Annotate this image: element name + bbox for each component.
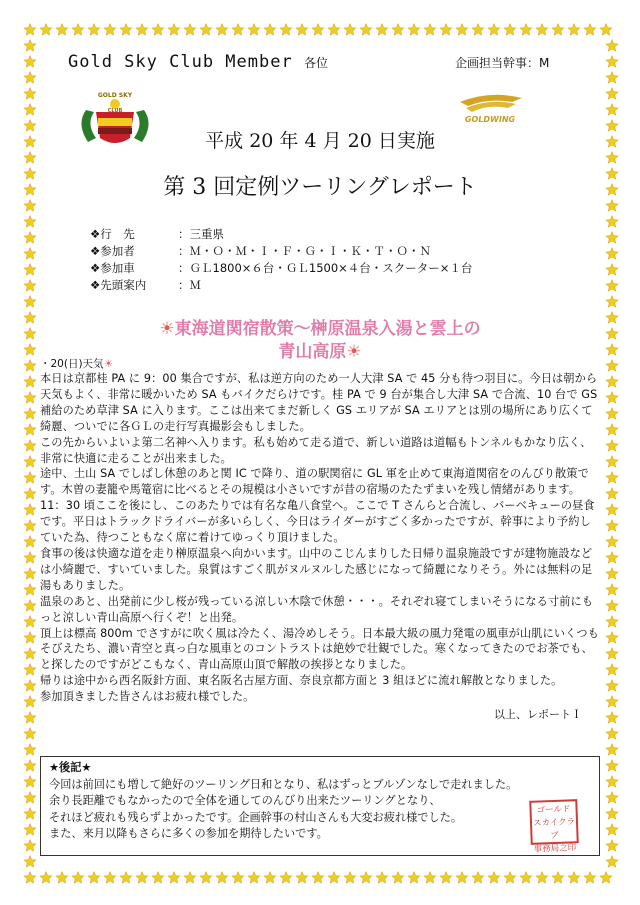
border-star <box>264 24 276 36</box>
border-star <box>606 40 618 52</box>
border-star <box>328 24 340 36</box>
border-star <box>24 376 36 388</box>
sun-icon: ☀ <box>346 342 362 362</box>
border-star <box>24 648 36 660</box>
info-row: ❖参加者 ：Ｍ・Ｏ・Ｍ・Ｉ・Ｆ・Ｇ・Ｉ・Ｋ・Ｔ・Ｏ・Ｎ <box>90 244 431 258</box>
border-star <box>24 536 36 548</box>
border-star <box>424 24 436 36</box>
border-star <box>606 56 618 68</box>
border-star <box>606 552 618 564</box>
border-star <box>606 824 618 836</box>
day-weather: ・20(日)天気☀ <box>40 358 113 370</box>
border-star <box>568 872 580 884</box>
border-star <box>24 776 36 788</box>
border-star <box>568 24 580 36</box>
border-star <box>606 792 618 804</box>
postscript-title: ★後記★ <box>49 761 92 774</box>
border-star <box>606 568 618 580</box>
border-star <box>136 24 148 36</box>
border-star <box>24 568 36 580</box>
goldwing-logo <box>452 88 528 128</box>
border-star <box>104 24 116 36</box>
border-star <box>24 456 36 468</box>
border-star <box>24 488 36 500</box>
report-paragraph: 参加頂きました皆さんはお疲れ様でした。 <box>40 690 255 704</box>
border-star <box>264 872 276 884</box>
border-star <box>606 504 618 516</box>
border-star <box>606 760 618 772</box>
border-star <box>392 24 404 36</box>
svg-text:GOLDWING: GOLDWING <box>464 115 516 124</box>
border-star <box>24 744 36 756</box>
border-star <box>24 216 36 228</box>
border-star <box>24 792 36 804</box>
border-star <box>606 152 618 164</box>
border-star <box>552 872 564 884</box>
border-star <box>24 392 36 404</box>
border-star <box>536 24 548 36</box>
border-star <box>520 24 532 36</box>
border-star <box>24 680 36 692</box>
border-star <box>606 744 618 756</box>
border-star <box>24 104 36 116</box>
border-star <box>248 872 260 884</box>
border-star <box>606 264 618 276</box>
border-star <box>120 872 132 884</box>
border-star <box>24 88 36 100</box>
organizer-label: 企画担当幹事：M <box>455 56 550 70</box>
event-info <box>90 226 472 294</box>
border-star <box>376 24 388 36</box>
border-star <box>536 872 548 884</box>
border-star <box>88 872 100 884</box>
border-star <box>296 872 308 884</box>
border-star <box>606 280 618 292</box>
border-star <box>88 24 100 36</box>
border-star <box>168 24 180 36</box>
border-star <box>152 24 164 36</box>
border-star <box>600 24 612 36</box>
border-star <box>606 776 618 788</box>
info-row: ❖先頭案内 ：Ｍ <box>90 278 201 292</box>
report-title: 第 3 回定例ツーリングレポート <box>163 175 477 200</box>
border-star <box>136 872 148 884</box>
border-star <box>312 872 324 884</box>
sun-icon: ☀ <box>103 358 113 370</box>
border-star <box>184 24 196 36</box>
border-star <box>606 216 618 228</box>
subtitle-line-2: 青山高原 <box>278 342 347 362</box>
border-star <box>232 872 244 884</box>
info-row: ❖行 先 ：三重県 <box>90 227 224 241</box>
border-star <box>24 808 36 820</box>
border-star <box>606 680 618 692</box>
border-star <box>504 872 516 884</box>
border-star <box>24 440 36 452</box>
border-star <box>606 72 618 84</box>
border-star <box>600 872 612 884</box>
border-star <box>606 392 618 404</box>
border-star <box>606 376 618 388</box>
border-star <box>344 872 356 884</box>
border-star <box>24 616 36 628</box>
border-star <box>488 24 500 36</box>
border-star <box>504 24 516 36</box>
border-star <box>360 872 372 884</box>
border-star <box>24 632 36 644</box>
border-star <box>606 696 618 708</box>
event-date: 平成 20 年 4 月 20 日実施 <box>205 130 435 152</box>
border-star <box>248 24 260 36</box>
postscript-line: また、来月以降もさらに多くの参加を期待したいです。 <box>49 827 328 840</box>
border-star <box>606 296 618 308</box>
border-star <box>606 728 618 740</box>
border-star <box>40 872 52 884</box>
border-star <box>24 280 36 292</box>
border-star <box>24 872 36 884</box>
border-star <box>606 88 618 100</box>
border-star <box>606 536 618 548</box>
border-star <box>24 760 36 772</box>
border-star <box>168 872 180 884</box>
border-star <box>24 40 36 52</box>
border-star <box>408 872 420 884</box>
border-star <box>56 872 68 884</box>
border-star <box>328 872 340 884</box>
border-star <box>606 424 618 436</box>
border-star <box>24 728 36 740</box>
sun-icon: ☀ <box>159 319 175 339</box>
border-star <box>606 664 618 676</box>
border-star <box>552 24 564 36</box>
border-star <box>456 872 468 884</box>
border-star <box>24 840 36 852</box>
border-star <box>606 856 618 868</box>
report-signoff: 以上、レポートＩ <box>494 708 582 722</box>
border-star <box>24 264 36 276</box>
border-star <box>606 648 618 660</box>
border-star <box>280 24 292 36</box>
border-star <box>200 24 212 36</box>
club-seal-stamp: ゴールド スカイクラブ 事務局之印 <box>529 799 579 845</box>
border-star <box>24 552 36 564</box>
report-paragraph: この先からいよいよ第二名神へ入ります。私も始めて走る道で、新しい道路は道幅もトンネルもかなり広く、非常に快適に走ることが出来ました。 <box>40 435 592 465</box>
info-row: ❖参加車 ：ＧＬ1800×６台・ＧＬ1500×４台・スクーター×１台 <box>90 261 473 275</box>
club-suffix: 各位 <box>303 56 328 70</box>
report-body <box>40 356 602 722</box>
border-star <box>104 872 116 884</box>
border-star <box>24 696 36 708</box>
border-star <box>296 24 308 36</box>
border-star <box>24 152 36 164</box>
border-star <box>606 520 618 532</box>
border-star <box>344 24 356 36</box>
border-star <box>24 24 36 36</box>
border-star <box>440 872 452 884</box>
border-star <box>312 24 324 36</box>
border-star <box>606 104 618 116</box>
border-star <box>392 872 404 884</box>
border-star <box>440 24 452 36</box>
border-star <box>24 408 36 420</box>
border-star <box>24 824 36 836</box>
svg-text:GOLD SKY: GOLD SKY <box>97 92 133 99</box>
border-star <box>606 632 618 644</box>
border-star <box>24 712 36 724</box>
postscript-line: それほど疲れも残らずよかったです。企画幹事の村山さんも大変お疲れ様でした。 <box>49 810 463 824</box>
border-star <box>24 56 36 68</box>
border-star <box>216 24 228 36</box>
border-star <box>24 232 36 244</box>
report-paragraph: 頂上は標高 800m でさすがに吹く風は冷たく、湯冷めしそう。日本最大級の風力発電の風車が山肌にいくつもそびえたち、濃い青空と真っ白な風車とのコントラストは絶妙で壮観でした。寒くなってきたのでお茶でも、と探したのですがどこもなく、青山高原山頂で解散の挨拶となりました。 <box>40 626 599 672</box>
border-star <box>520 872 532 884</box>
border-star <box>24 472 36 484</box>
border-star <box>360 24 372 36</box>
border-star <box>152 872 164 884</box>
border-star <box>280 872 292 884</box>
postscript-box <box>40 756 600 856</box>
report-paragraph: 温泉のあと、出発前に少し桜が残っている涼しい木陰で休憩・・・。それぞれ寝てしまいそうになる寸前にもっと涼しい青山高原へ行くぞ！と出発。 <box>40 594 594 624</box>
border-star <box>24 200 36 212</box>
border-star <box>606 472 618 484</box>
subtitle-line-1: 東海道関宿散策～榊原温泉入湯と雲上の <box>174 319 481 339</box>
border-star <box>408 24 420 36</box>
border-star <box>606 408 618 420</box>
border-star <box>584 872 596 884</box>
border-star <box>24 296 36 308</box>
border-star <box>584 24 596 36</box>
svg-text:CLUB: CLUB <box>107 108 123 114</box>
border-star <box>606 248 618 260</box>
border-star <box>24 424 36 436</box>
border-star <box>606 600 618 612</box>
club-member-heading <box>68 52 328 72</box>
border-star <box>606 488 618 500</box>
border-star <box>24 664 36 676</box>
border-star <box>232 24 244 36</box>
postscript-line: 今回は前回にも増して絶好のツーリング日和となり、私はずっとブルゾンなしで走れました。 <box>49 777 518 791</box>
border-star <box>24 856 36 868</box>
border-star <box>56 24 68 36</box>
border-star <box>456 24 468 36</box>
border-star <box>606 232 618 244</box>
border-star <box>606 456 618 468</box>
border-star <box>120 24 132 36</box>
border-star <box>376 872 388 884</box>
border-star <box>606 584 618 596</box>
border-star <box>606 840 618 852</box>
border-star <box>40 24 52 36</box>
border-star <box>72 24 84 36</box>
report-paragraph: 11：30 頃ここを後にし、このあたりでは有名な亀八食堂へ。ここで T さんらと合流し、バーベキューの昼食です。平日はトラックドライバーが多いらしく、今日はライダーがすごく多かったですが、幹事により予約していた為、待つこともなく席に着けてゆっくり頂けました。 <box>40 499 595 545</box>
border-star <box>72 872 84 884</box>
border-star <box>24 520 36 532</box>
border-star <box>424 872 436 884</box>
border-star <box>24 504 36 516</box>
border-star <box>606 712 618 724</box>
border-star <box>24 72 36 84</box>
border-star <box>488 872 500 884</box>
report-paragraph: 途中、土山 SA でしばし休憩のあと関 IC で降り、道の駅関宿に GL 軍を止めて東海道関宿をのんびり散策です。木曽の妻籠や馬篭宿に比べるとその規模は小さいですが昔の宿場のたたずまいを残し情緒があります。 <box>40 467 589 497</box>
border-star <box>216 872 228 884</box>
postscript-line: 余り長距離でもなかったので全体を通してのんびり出来たツーリングとなり、 <box>49 794 441 807</box>
border-star <box>606 616 618 628</box>
border-star <box>184 872 196 884</box>
border-star <box>24 248 36 260</box>
border-star <box>606 200 618 212</box>
report-paragraph: 本日は京都桂 PA に 9：00 集合ですが、私は逆方向のため一人大津 SA で 45 分も待つ羽目に。今日は朝から天気もよく、非常に暖かいため SA もバイクだらけです。桂 PA で 9 台が集合し大津 SA で合流、10 台で GS 補給のため草津 SA に入ります。ここは出来てまだ新しく GS エリアが SA エリアとは別の場所にあり広くて綺麗、ついでに各ＧＬの走行写真撮影会もしました。 <box>40 372 598 433</box>
report-paragraph: 食事の後は快適な道を走り榊原温泉へ向かいます。山中のこじんまりした日帰り温泉施設ですが建物施設などは小綺麗で、すいていました。泉質はすごく肌がヌルヌルした感じになって綺麗になりそう。外には無料の足湯もありました。 <box>40 546 593 592</box>
border-star <box>606 808 618 820</box>
border-star <box>24 600 36 612</box>
border-star <box>200 872 212 884</box>
border-star <box>24 584 36 596</box>
report-paragraph: 帰りは途中から西名阪針方面、東名阪名古屋方面、奈良京都方面と 3 組ほどに流れ解散となりました。 <box>40 674 563 688</box>
border-star <box>606 440 618 452</box>
club-name: Gold Sky Club Member <box>68 52 293 72</box>
border-star <box>472 24 484 36</box>
border-star <box>472 872 484 884</box>
